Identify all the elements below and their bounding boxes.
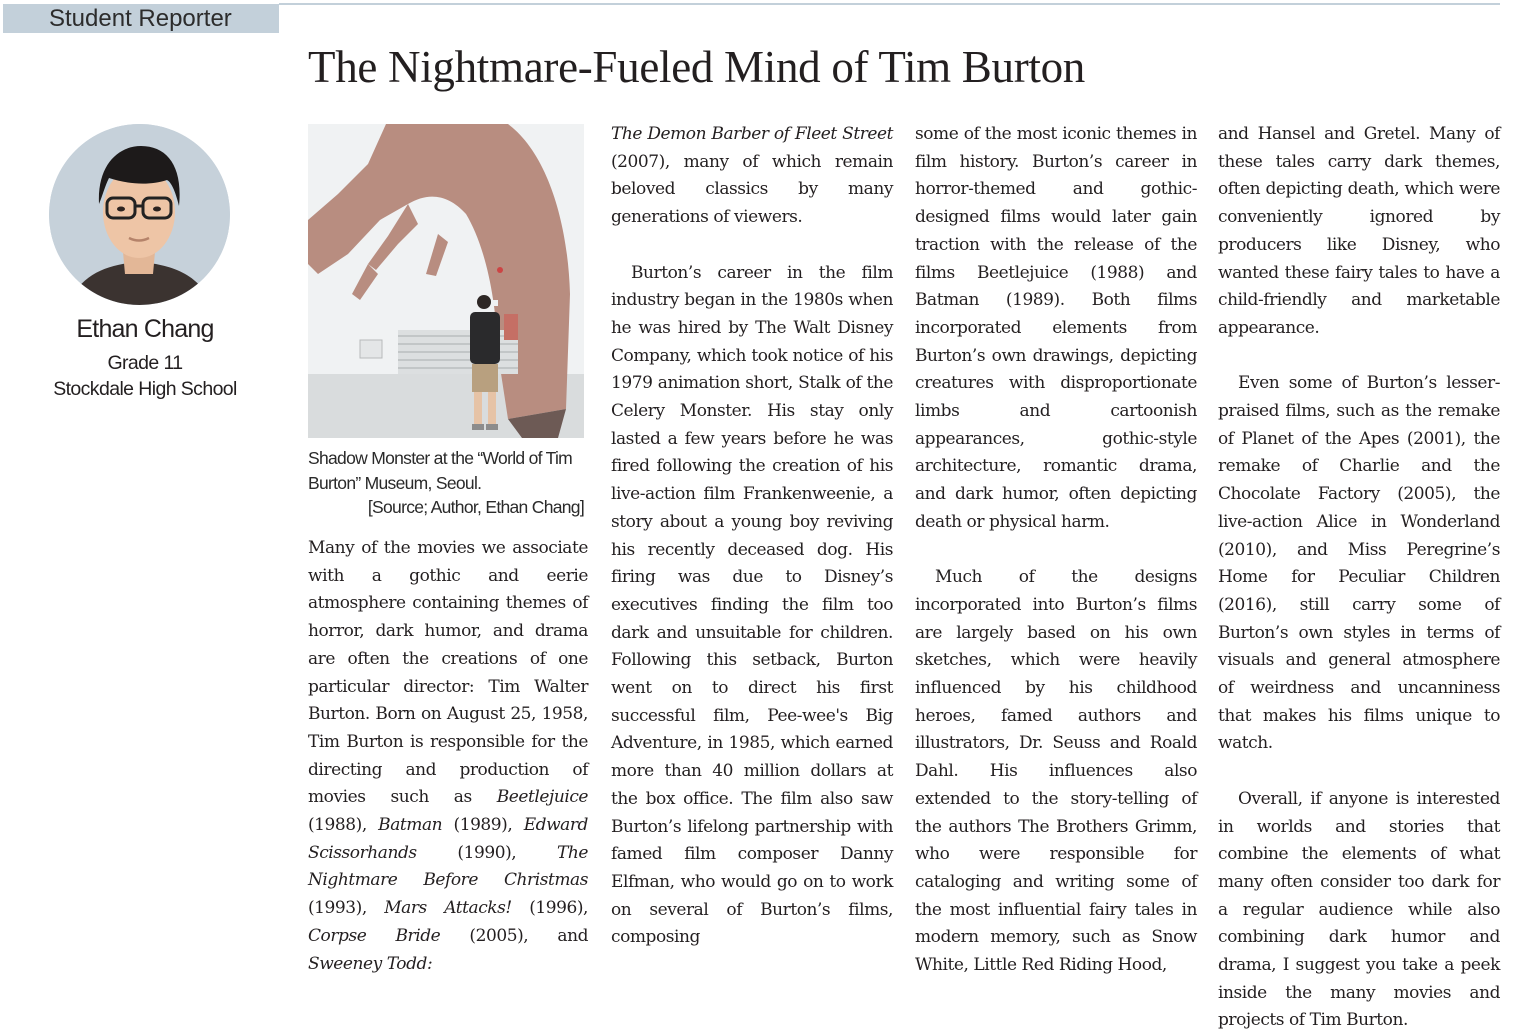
shadow-monster-photo-illustration (308, 124, 584, 438)
text-run: (1988), (308, 815, 379, 836)
article-column-3 (915, 121, 1197, 980)
section-label: Student Reporter (49, 5, 232, 32)
text-run: (1989), (442, 815, 524, 836)
article-paragraph: Even some of Burton’s lesser-praised films, such as the remake of Planet of the Apes (2001), the remake of Charlie and the Chocolate Factory (2005), the live-action Alice in Wonderland (2010), and Miss Peregrine’s Home for Peculiar Children (2016), still carry some of Burton’s own styles in terms of visuals and general atmosphere of weirdness and uncanniness that makes his films unique to watch. (1218, 373, 1500, 754)
caption-source: [Source; Author, Ethan Chang] (367, 497, 584, 517)
section-tab (3, 4, 279, 33)
article-paragraph: Much of the designs incorporated into Burton’s films are largely based on his own sketches, which were heavily influenced by his childhood heroes, famed authors and illustrators, Dr. Seuss and Roald Dahl. His influences also extended to the story-telling of the authors The Brothers Grimm, who were responsible for cataloging and writing some of the most influential fairy tales in modern memory, such as Snow White, Little Red Riding Hood, (915, 567, 1197, 976)
headline: The Nightmare-Fueled Mind of Tim Burton (308, 42, 1086, 92)
film-title: Batman (378, 815, 443, 836)
film-title: Mars Attacks! (384, 898, 512, 919)
author-school: Stockdale High School (53, 378, 237, 400)
top-rule (279, 3, 1500, 5)
paragraph-gap (611, 232, 893, 260)
film-title: Beetlejuice (496, 787, 588, 808)
photo-caption (308, 446, 584, 520)
author-grade: Grade 11 (107, 352, 183, 374)
text-run: (2007), many of which remain beloved classics by many generations of viewers. (611, 151, 893, 228)
caption-line: Burton” Museum, Seoul. (308, 472, 482, 493)
article-paragraph: Burton’s career in the film industry began in the 1980s when he was hired by The Walt Disney Company, which took notice of his 1979 animation short, Stalk of the Celery Monster. His stay only lasted a few years before he was fired following the creation of his live-action film Frankenweenie, a story about a young boy reviving his recently deceased dog. His firing was due to Disney’s executives finding the film too dark and unsuitable for children. Following this setback, Burton went on to direct his first successful film, Pee-wee's Big Adventure, in 1985, which earned more than 40 million dollars at the box office. The film also saw Burton’s lifelong partnership with famed film composer Danny Elfman, who would go on to work on several of Burton’s films, composing (611, 262, 893, 948)
author-name: Ethan Chang (76, 315, 214, 343)
article-photo (308, 124, 584, 438)
article-paragraph: some of the most iconic themes in film history. Burton’s career in horror-themed and gothic-designed films would later gain traction with the release of the films Beetlejuice (1988) and Batman (1989). Both films incorporated elements from Burton’s own drawings, depicting creatures with disproportionate limbs and cartoonish appearances, gothic-style architecture, romantic drama, and dark humor, often depicting death or physical harm. (915, 124, 1197, 532)
article-paragraph (611, 121, 893, 232)
film-title: The Nightmare Before Christmas (308, 842, 588, 891)
text-run: (1990), (416, 842, 557, 863)
film-title: Edward Scissorhands (308, 815, 588, 863)
paragraph-gap (1218, 343, 1500, 371)
text-run: Many of the movies we associate with a gothic and eerie atmosphere containing themes of horror, dark humor, and drama are often the creations of one particular director: Tim Walter Burton. Born on August 25, 1958, Tim Burton is responsible for the directing and production of movies such as (308, 538, 588, 808)
article-paragraph (308, 535, 588, 978)
text-run: (1993), (308, 898, 385, 919)
article-paragraph: and Hansel and Gretel. Many of these tales carry dark themes, often depicting death, which were conveniently ignored by producers like Disney, who wanted these fairy tales to have a child-friendly and marketable appearance. (1218, 124, 1500, 338)
film-title: Corpse Bride (308, 925, 441, 946)
paragraph-gap (1218, 758, 1500, 786)
article-column-2 (611, 121, 893, 952)
author-avatar (49, 124, 230, 305)
article-column-4 (1218, 121, 1500, 1035)
film-title: The Demon Barber of Fleet Street (611, 124, 893, 144)
film-title: Sweeney Todd: (308, 953, 433, 974)
text-run: (1996), (511, 898, 588, 919)
text-run: (2005), and (440, 925, 588, 946)
article-column-1 (308, 535, 588, 978)
caption-line: Shadow Monster at the “World of Tim (308, 448, 573, 468)
paragraph-gap (915, 537, 1197, 565)
article-paragraph: Overall, if anyone is interested in worlds and stories that combine the elements of what many often consider too dark for a regular audience while also combining dark humor and drama, I suggest you take a peek inside the many movies and projects of Tim Burton. (1218, 788, 1500, 1031)
author-portrait-illustration (49, 124, 230, 305)
